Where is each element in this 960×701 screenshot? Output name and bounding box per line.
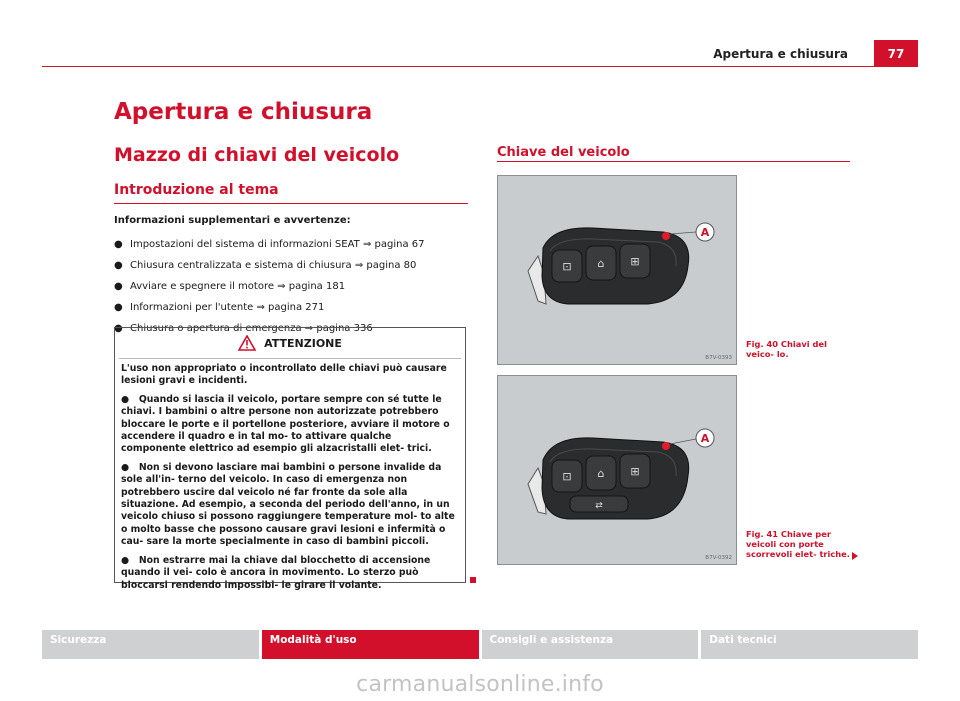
subsection-rule [114, 203, 468, 204]
svg-text:⇄: ⇄ [595, 501, 603, 511]
tab-modalita-uso[interactable]: Modalità d'uso [262, 630, 479, 659]
list-item [114, 255, 424, 276]
warning-box [114, 327, 466, 591]
warning-triangle-icon [238, 335, 256, 351]
figure-code: B7V-0393 [705, 355, 732, 361]
bullet-icon: ● [121, 393, 130, 405]
figure-label: A [700, 226, 710, 239]
list-item-text: Chiusura o apertura di emergenza ⇒ pagina 336 [130, 323, 373, 334]
warning-point [121, 555, 459, 592]
list-item [114, 234, 424, 255]
list-item-text: Informazioni per l'utente ⇒ pagina 271 [130, 302, 325, 313]
bullet-icon: ● [114, 281, 123, 292]
warning-point [121, 394, 459, 456]
svg-text:⊞: ⊞ [630, 465, 640, 478]
chapter-title: Apertura e chiusura [114, 99, 373, 125]
header-rule [42, 66, 918, 67]
section-title: Mazzo di chiavi del veicolo [114, 144, 400, 166]
list-item-text: Impostazioni del sistema di informazioni SEAT ⇒ pagina 67 [130, 239, 425, 250]
car-key-illustration [498, 176, 736, 364]
page-number: 77 [887, 46, 905, 61]
subsection-title: Introduzione al tema [114, 182, 279, 198]
svg-text:⌂: ⌂ [597, 257, 605, 270]
warning-point-text: Non estrarre mai la chiave dal blocchetto di accensione quando il vei- colo è ancora in movimento. Lo sterzo può bloccarsi rendendo impossibi- le girare il volante. [121, 554, 431, 591]
warning-header [119, 328, 461, 359]
figure-caption: Fig. 41 Chiave per veicoli con porte scorrevoli elet- triche. [746, 529, 850, 559]
tab-sicurezza[interactable]: Sicurezza [42, 630, 259, 659]
bullet-icon: ● [114, 260, 123, 271]
bullet-icon: ● [114, 239, 123, 250]
warning-point-text: Non si devono lasciare mai bambini o persone invalide da sole all'in- terno del veicolo. In caso di emergenza non potrebbero uscire dal veicolo né far fronte da sole alla situazione. Ad esempio, a seconda del periodo dell'anno, in un veicolo chiuso si possono raggiungere temperature mol- to alte o molto basse che possono causare gravi lesioni e infermità o cau- sare la morte specialmente in caso di bambini piccoli. [121, 461, 455, 548]
intro-text: Informazioni supplementari e avvertenze: [114, 215, 351, 226]
figure-label: A [700, 432, 710, 445]
warning-point [121, 462, 459, 549]
svg-text:⊞: ⊞ [630, 255, 640, 268]
list-item [114, 297, 424, 318]
continue-arrow-icon [852, 552, 858, 560]
list-item [114, 276, 424, 297]
svg-text:⊡: ⊡ [562, 470, 572, 483]
svg-text:⊡: ⊡ [562, 260, 572, 273]
warning-lead: L'uso non appropriato o incontrollato delle chiavi può causare lesioni gravi e incidenti. [121, 363, 447, 387]
warning-body [115, 359, 465, 592]
figure-key-2 [497, 375, 737, 565]
page-number-badge [874, 40, 918, 67]
right-section-title: Chiave del veicolo [497, 145, 630, 160]
right-section-rule [497, 161, 850, 162]
figure-code: B7V-0392 [705, 555, 732, 561]
svg-text:⌂: ⌂ [597, 467, 605, 480]
list-item-text: Avviare e spegnere il motore ⇒ pagina 181 [130, 281, 346, 292]
running-header-title: Apertura e chiusura [713, 47, 848, 61]
bullet-icon: ● [121, 461, 130, 473]
figure-key-1 [497, 175, 737, 365]
list-item-text: Chiusura centralizzata e sistema di chiusura ⇒ pagina 80 [130, 260, 417, 271]
tab-dati-tecnici[interactable]: Dati tecnici [701, 630, 918, 659]
watermark: carmanualsonline.info [356, 672, 604, 697]
bullet-icon: ● [121, 554, 130, 566]
warning-point-text: Quando si lascia il veicolo, portare sempre con sé tutte le chiavi. I bambini o altre persone non autorizzate potrebbero bloccare le porte e il portellone posteriore, avviare il motore o accendere il quadro e in tal mo- to attivare qualche componente elettrico ad esempio gli alzacristalli elet- trici. [121, 393, 450, 455]
bullet-icon: ● [114, 302, 123, 313]
end-of-section-marker [470, 577, 476, 583]
tab-consigli-assistenza[interactable]: Consigli e assistenza [482, 630, 699, 659]
figure-caption: Fig. 40 Chiavi del veico- lo. [746, 339, 827, 359]
bullet-icon: ● [114, 323, 123, 334]
warning-title: ATTENZIONE [264, 336, 342, 350]
car-key-sliding-door-illustration [498, 376, 736, 564]
chapter-tabs [42, 630, 918, 659]
reference-list [114, 234, 424, 339]
